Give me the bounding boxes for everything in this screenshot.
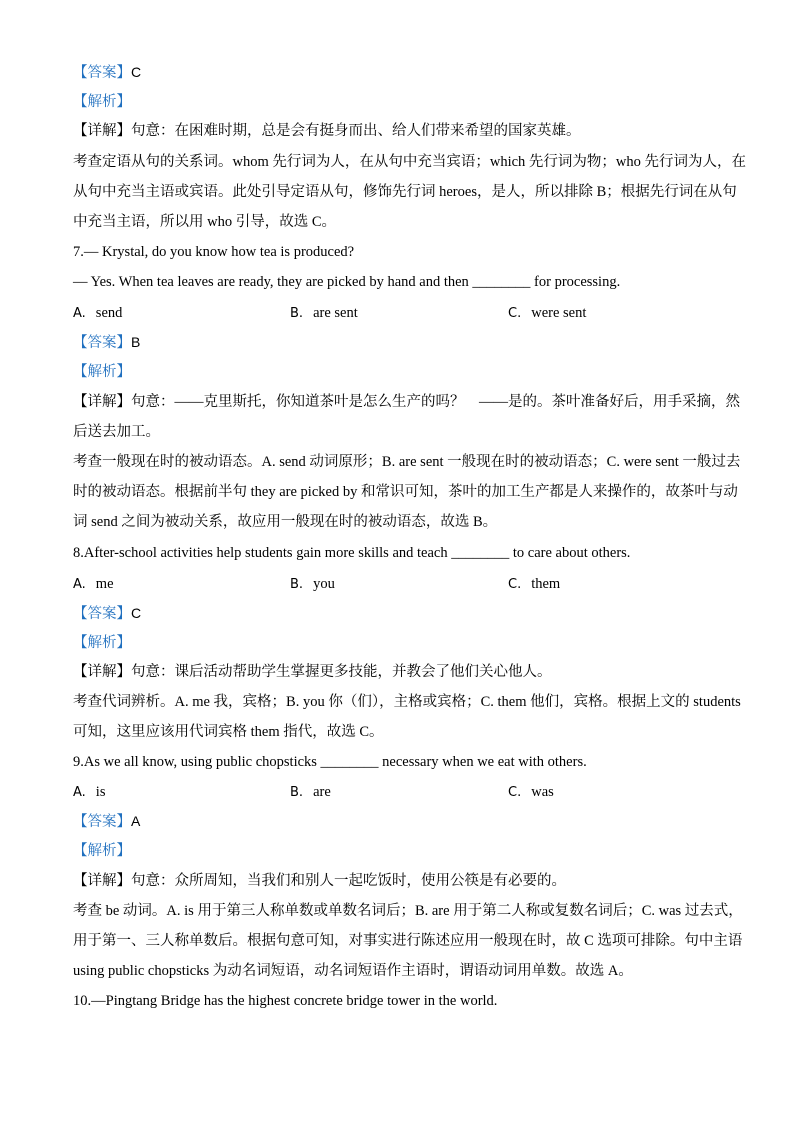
option-text: are: [313, 784, 331, 800]
q9-explanation-3: using public chopsticks 为动名词短语，动名词短语作主语时，谓语动词用单数。故选 A。: [73, 963, 633, 979]
option-text: are sent: [313, 305, 358, 321]
q8-option-b: [290, 574, 335, 595]
detail-tag: 【详解】: [73, 664, 131, 680]
option-label: B.: [290, 306, 304, 321]
q6-detail-line: [73, 121, 740, 141]
answer-tag: 【答案】: [73, 814, 131, 830]
q10-stem-1: 10.—Pingtang Bridge has the highest concrete bridge tower in the world.: [73, 993, 498, 1009]
q7-explanation-3: 词 send 之间为被动关系，故应用一般现在时的被动语态，故选 B。: [73, 514, 498, 530]
q7-option-c: [508, 303, 586, 324]
q6-analysis-tag: 【解析】: [73, 94, 131, 110]
q9-explanation-1: 考查 be 动词。A. is 用于第三人称单数或单数名词后；B. are 用于第二人称或复数名词后；C. was 过去式，: [73, 903, 743, 919]
option-text: me: [95, 576, 114, 592]
q7-option-b: [290, 303, 358, 324]
q7-explanation-1: 考查一般现在时的被动语态。A. send 动词原形；B. are sent 一般现在时的被动语态；C. were sent 一般过去: [73, 454, 741, 470]
answer-tag: 【答案】: [73, 335, 131, 351]
q9-option-a: [73, 782, 105, 803]
q8-detail-line: [73, 662, 740, 682]
option-text: is: [95, 784, 106, 800]
q7-detail-line-2: 后送去加工。: [73, 424, 160, 440]
q9-option-b: [290, 782, 331, 803]
option-label: A.: [73, 306, 86, 321]
q8-stem-1: 8.After-school activities help students gain more skills and teach ________ to care about others.: [73, 545, 631, 561]
q7-stem-2: — Yes. When tea leaves are ready, they are picked by hand and then ________ for processing.: [73, 274, 621, 290]
detail-text: 句意：众所周知，当我们和别人一起吃饭时，使用公筷是有必要的。: [131, 873, 566, 889]
detail-tag: 【详解】: [73, 123, 131, 139]
q6-explanation-3: 中充当主语，所以用 who 引导，故选 C。: [73, 214, 337, 230]
option-label: B.: [290, 577, 304, 592]
q9-option-c: [508, 782, 554, 803]
detail-text: 句意：——克里斯托，你知道茶叶是怎么生产的吗？ ——是的。茶叶准备好后，用手采摘，然: [131, 394, 740, 410]
detail-tag: 【详解】: [73, 873, 131, 889]
q8-option-a: [73, 574, 114, 595]
option-text: you: [313, 576, 335, 592]
q9-stem-1: 9.As we all know, using public chopsticks ________ necessary when we eat with others.: [73, 754, 587, 770]
q6-answer-line: [73, 62, 740, 83]
q7-explanation-2: 时的被动语态。根据前半句 they are picked by 和常识可知，茶叶的加工生产都是人来操作的，故茶叶与动: [73, 484, 738, 500]
option-label: C.: [508, 306, 522, 321]
option-label: C.: [508, 577, 522, 592]
q9-answer-line: [73, 811, 740, 832]
option-label: A.: [73, 577, 86, 592]
q9-detail-line: [73, 871, 740, 891]
answer-value: A: [131, 813, 141, 829]
option-text: them: [531, 576, 561, 592]
option-text: send: [95, 305, 123, 321]
answer-value: B: [131, 334, 141, 350]
q8-explanation-2: 可知，这里应该用代词宾格 them 指代，故选 C。: [73, 724, 384, 740]
answer-value: C: [131, 64, 142, 80]
option-label: C.: [508, 785, 522, 800]
option-label: A.: [73, 785, 86, 800]
option-text: were sent: [531, 305, 587, 321]
q7-stem-1: 7.— Krystal, do you know how tea is produced?: [73, 244, 355, 260]
q9-analysis-tag: 【解析】: [73, 843, 131, 859]
q7-detail-line-1: [73, 392, 740, 412]
q8-analysis-tag: 【解析】: [73, 635, 131, 651]
q7-answer-line: [73, 332, 740, 353]
option-label: B.: [290, 785, 304, 800]
detail-text: 句意：课后活动帮助学生掌握更多技能，并教会了他们关心他人。: [131, 664, 552, 680]
q7-option-a: [73, 303, 122, 324]
q8-option-c: [508, 574, 560, 595]
q7-analysis-tag: 【解析】: [73, 364, 131, 380]
q6-explanation-1: 考查定语从句的关系词。whom 先行词为人，在从句中充当宾语；which 先行词为物；who 先行词为人，在: [73, 154, 747, 170]
q8-explanation-1: 考查代词辨析。A. me 我，宾格；B. you 你（们），主格或宾格；C. them 他们，宾格。根据上文的 students: [73, 694, 741, 710]
detail-tag: 【详解】: [73, 394, 131, 410]
q9-explanation-2: 用于第一、三人称单数后。根据句意可知，对事实进行陈述应用一般现在时，故 C 选项可排除。句中主语: [73, 933, 743, 949]
answer-value: C: [131, 605, 142, 621]
answer-tag: 【答案】: [73, 606, 131, 622]
option-text: was: [531, 784, 554, 800]
q6-explanation-2: 从句中充当主语或宾语。此处引导定语从句，修饰先行词 heroes，是人，所以排除 B；根据先行词在从句: [73, 184, 737, 200]
q8-answer-line: [73, 603, 740, 624]
detail-text: 句意：在困难时期，总是会有挺身而出、给人们带来希望的国家英雄。: [131, 123, 581, 139]
answer-tag: 【答案】: [73, 65, 131, 81]
